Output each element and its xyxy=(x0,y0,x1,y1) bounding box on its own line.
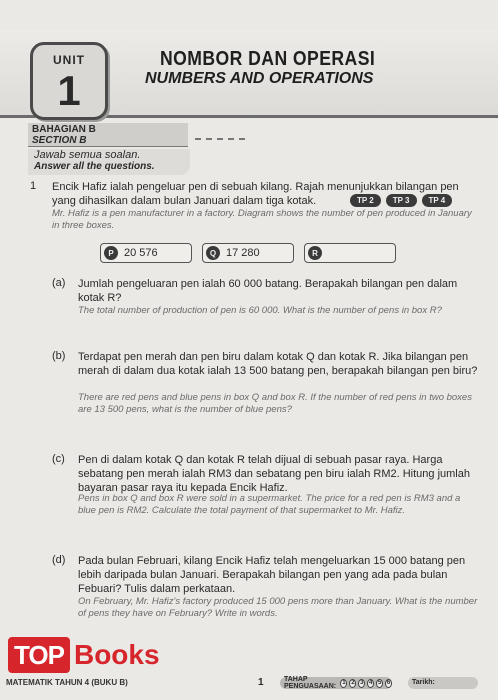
part-text-ms: Pen di dalam kotak Q dan kotak R telah dijual di sebuah pasar raya. Harga sebatang pen merah ialah RM3 dan sebatang pen biru ialah RM2. Hitung jumlah bayaran pasar raya itu kepada Encik Hafiz. xyxy=(78,454,470,494)
page-number: 1 xyxy=(258,677,264,688)
box-value: 17 280 xyxy=(226,247,260,259)
level-circle[interactable]: 3 xyxy=(360,680,364,686)
part-text-en: There are red pens and blue pens in box Q and box R. If the number of red pens in two boxes are 13 500 pens, what is the number of blue pens? xyxy=(78,392,472,415)
box-p xyxy=(100,243,192,263)
unit-badge xyxy=(30,42,108,120)
logo-top-text: TOP xyxy=(8,637,70,673)
instruction-ms: Jawab semua soalan. xyxy=(34,149,141,161)
tp-badge: TP 2 xyxy=(350,194,381,207)
section-label-en: SECTION B xyxy=(32,135,87,146)
part-text-ms: Terdapat pen merah dan pen biru dalam kotak Q dan kotak R. Jika bilangan pen merah di dalam dua kotak ialah 13 500 batang pen, berapakah bilangan pen biru? xyxy=(78,351,478,377)
unit-number: 1 xyxy=(57,67,81,114)
date-field[interactable]: Tarikh: xyxy=(408,677,478,689)
question-number: 1 xyxy=(30,180,37,192)
part-text-en: Pens in box Q and box R were sold in a supermarket. The price for a red pen is RM3 and a blue pen is RM2. Calculate the total payment of that supermarket to Mr. Hafiz. xyxy=(78,493,461,516)
box-letter: P xyxy=(104,246,118,260)
instruction-box xyxy=(28,149,190,175)
section-divider xyxy=(195,138,245,141)
logo-books-text: Books xyxy=(73,639,160,670)
level-circle[interactable]: 2 xyxy=(351,680,355,686)
part-label: (d) xyxy=(52,554,66,566)
topbooks-logo xyxy=(8,635,160,675)
page-title-ms: NOMBOR DAN OPERASI xyxy=(160,48,376,70)
part-label: (b) xyxy=(52,350,66,362)
tp-badge: TP 3 xyxy=(386,194,417,207)
part-label: (a) xyxy=(52,277,66,289)
level-circle[interactable]: 4 xyxy=(369,680,373,686)
part-text-ms: Jumlah pengeluaran pen ialah 60 000 batang. Berapakah bilangan pen dalam kotak R? xyxy=(78,278,458,304)
part-text-ms: Pada bulan Februari, kilang Encik Hafiz telah mengeluarkan 15 000 batang pen lebih daripada bulan Januari. Berapakah bilangan pen yang ada pada bulan Febuari? Tulis dalam perkataan. xyxy=(78,555,466,595)
pen-boxes xyxy=(100,243,396,263)
unit-label: UNIT xyxy=(53,53,85,67)
box-q xyxy=(202,243,294,263)
section-label-ms: BAHAGIAN B xyxy=(32,124,96,135)
question-text-ms: Encik Hafiz ialah pengeluar pen di sebuah kilang. Rajah menunjukkan bilangan pen yang dihasilkan dalam bulan Januari dalam tiga kotak. xyxy=(52,181,459,207)
box-letter: Q xyxy=(206,246,220,260)
page-title-en: NUMBERS AND OPERATIONS xyxy=(145,70,374,87)
box-value: 20 576 xyxy=(124,247,158,259)
footer-book-title: MATEMATIK TAHUN 4 (BUKU B) xyxy=(6,678,128,687)
part-text-en: On February, Mr. Hafiz's factory produced 15 000 pens more than January. What is the number of pens they have on February? Write in words. xyxy=(78,596,478,619)
level-circle[interactable]: 1 xyxy=(342,680,346,686)
instruction-en: Answer all the questions. xyxy=(34,161,155,172)
part-label: (c) xyxy=(52,453,65,465)
tp-badge: TP 4 xyxy=(422,194,453,207)
mastery-level xyxy=(280,677,392,689)
mastery-label: TAHAP PENGUASAAN: xyxy=(284,676,337,690)
footer xyxy=(0,678,498,692)
tp-badges xyxy=(350,194,452,207)
level-circle[interactable]: 6 xyxy=(386,680,391,686)
level-circle[interactable]: 5 xyxy=(377,680,382,686)
box-r xyxy=(304,243,396,263)
question-text-en: Mr. Hafiz is a pen manufacturer in a factory. Diagram shows the number of pen produced in January in three boxes. xyxy=(52,208,472,231)
box-letter: R xyxy=(308,246,322,260)
part-text-en: The total number of production of pen is 60 000. What is the number of pens in box R? xyxy=(78,305,442,316)
section-label xyxy=(28,123,188,147)
